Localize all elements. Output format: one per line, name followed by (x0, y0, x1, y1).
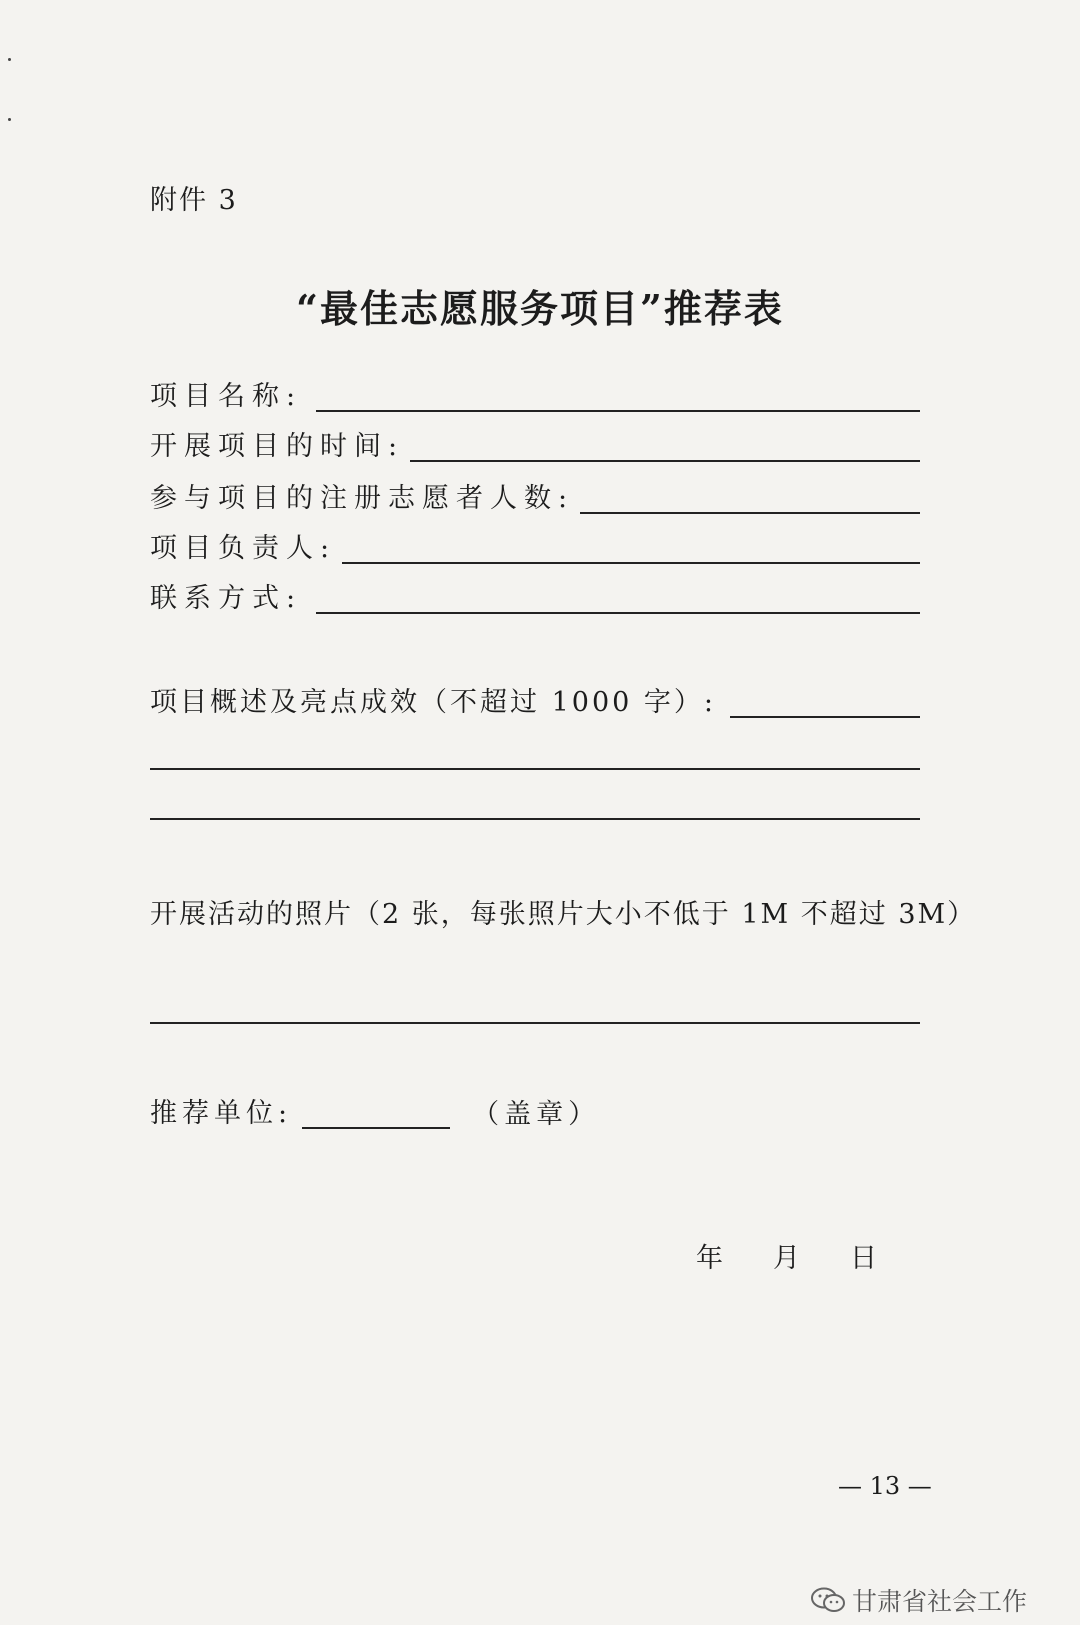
date-fields (696, 1236, 877, 1275)
field-contact (150, 582, 920, 616)
scan-speck (8, 118, 11, 121)
scan-speck (8, 58, 11, 61)
field-project-time (150, 430, 920, 464)
year-label: 年 (696, 1243, 723, 1274)
photos-blank[interactable] (150, 1022, 920, 1024)
field-label: 联系方式: (150, 583, 303, 614)
seal-note: （盖章） (472, 1099, 601, 1130)
contact-blank[interactable] (316, 612, 920, 614)
field-summary (150, 686, 920, 720)
document-title: “最佳志愿服务项目”推荐表 (296, 286, 784, 331)
day-label: 日 (850, 1243, 877, 1274)
field-label: 项目概述及亮点成效（不超过 1000 字）: (150, 687, 716, 718)
summary-line-3[interactable] (150, 818, 920, 820)
field-label: 推荐单位: (150, 1098, 293, 1129)
watermark-text: 甘肃省社会工作 (852, 1587, 1028, 1616)
field-recommender (150, 1092, 600, 1131)
project-name-blank[interactable] (316, 410, 920, 412)
volunteer-count-blank[interactable] (580, 512, 920, 514)
field-label: 开展项目的时间: (150, 431, 405, 462)
photos-label: 开展活动的照片（2 张，每张照片大小不低于 1M 不超过 3M） (150, 899, 977, 930)
account-watermark (810, 1582, 1027, 1618)
summary-blank[interactable] (730, 716, 920, 718)
field-project-name (150, 380, 920, 414)
project-time-blank[interactable] (410, 460, 920, 462)
field-label: 项目负责人: (150, 533, 337, 564)
page-number: — 13 — (838, 1472, 932, 1500)
project-leader-blank[interactable] (342, 562, 920, 564)
field-volunteer-count (150, 482, 920, 516)
recommender-blank[interactable] (302, 1127, 450, 1129)
field-label: 参与项目的注册志愿者人数: (150, 483, 575, 514)
attachment-label: 附件 3 (150, 185, 238, 216)
wechat-icon (810, 1586, 846, 1614)
summary-line-2[interactable] (150, 768, 920, 770)
field-label: 项目名称: (150, 381, 303, 412)
month-label: 月 (773, 1243, 800, 1274)
field-project-leader (150, 532, 920, 566)
